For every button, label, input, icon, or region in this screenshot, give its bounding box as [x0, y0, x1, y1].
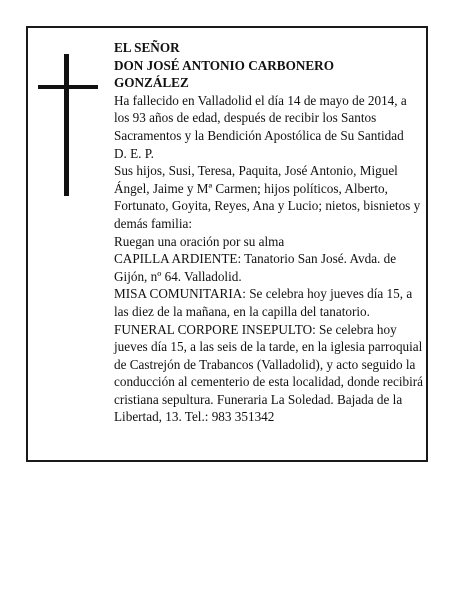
obituary-text: [114, 39, 424, 426]
rip-text: D. E. P.: [114, 145, 154, 161]
mass-info: MISA COMUNITARIA: Se celebra hoy jueves día 15, a las diez de la mañana, en la capilla del tanatorio.: [114, 286, 413, 319]
notice-title: EL SEÑOR: [114, 40, 180, 55]
cross-icon: [38, 54, 98, 196]
funeral-info: FUNERAL CORPORE INSEPULTO: Se celebra hoy jueves día 15, a las seis de la tarde, en la iglesia parroquial de Castrejón de Trabancos (Valladolid), y acto seguido la conducción al cementerio de esta localidad, donde recibirá cristiana sepultura. Funeraria La Soledad. Bajada de la Libertad, 13. Tel.: 983 351342: [114, 321, 424, 425]
deceased-name-line1: DON JOSÉ ANTONIO CARBONERO: [114, 57, 334, 73]
deceased-name-line2: GONZÁLEZ: [114, 75, 189, 91]
chapel-info: CAPILLA ARDIENTE: Tanatorio San José. Avda. de Gijón, nº 64. Valladolid.: [114, 251, 397, 284]
family-list: Sus hijos, Susi, Teresa, Paquita, José Antonio, Miguel Ángel, Jaime y Mª Carmen; hijos políticos, Alberto, Fortunato, Goyita, Reyes, Ana y Lucio; nietos, bisnietos y demás familia:: [114, 163, 421, 231]
death-announcement: Ha fallecido en Valladolid el día 14 de mayo de 2014, a los 93 años de edad, después de recibir los Santos Sacramentos y la Bendición Apostólica de Su Santidad: [114, 92, 407, 143]
prayer-request: Ruegan una oración por su alma: [114, 233, 285, 249]
cross-vertical-bar: [64, 54, 69, 196]
cross-horizontal-bar: [38, 85, 98, 89]
